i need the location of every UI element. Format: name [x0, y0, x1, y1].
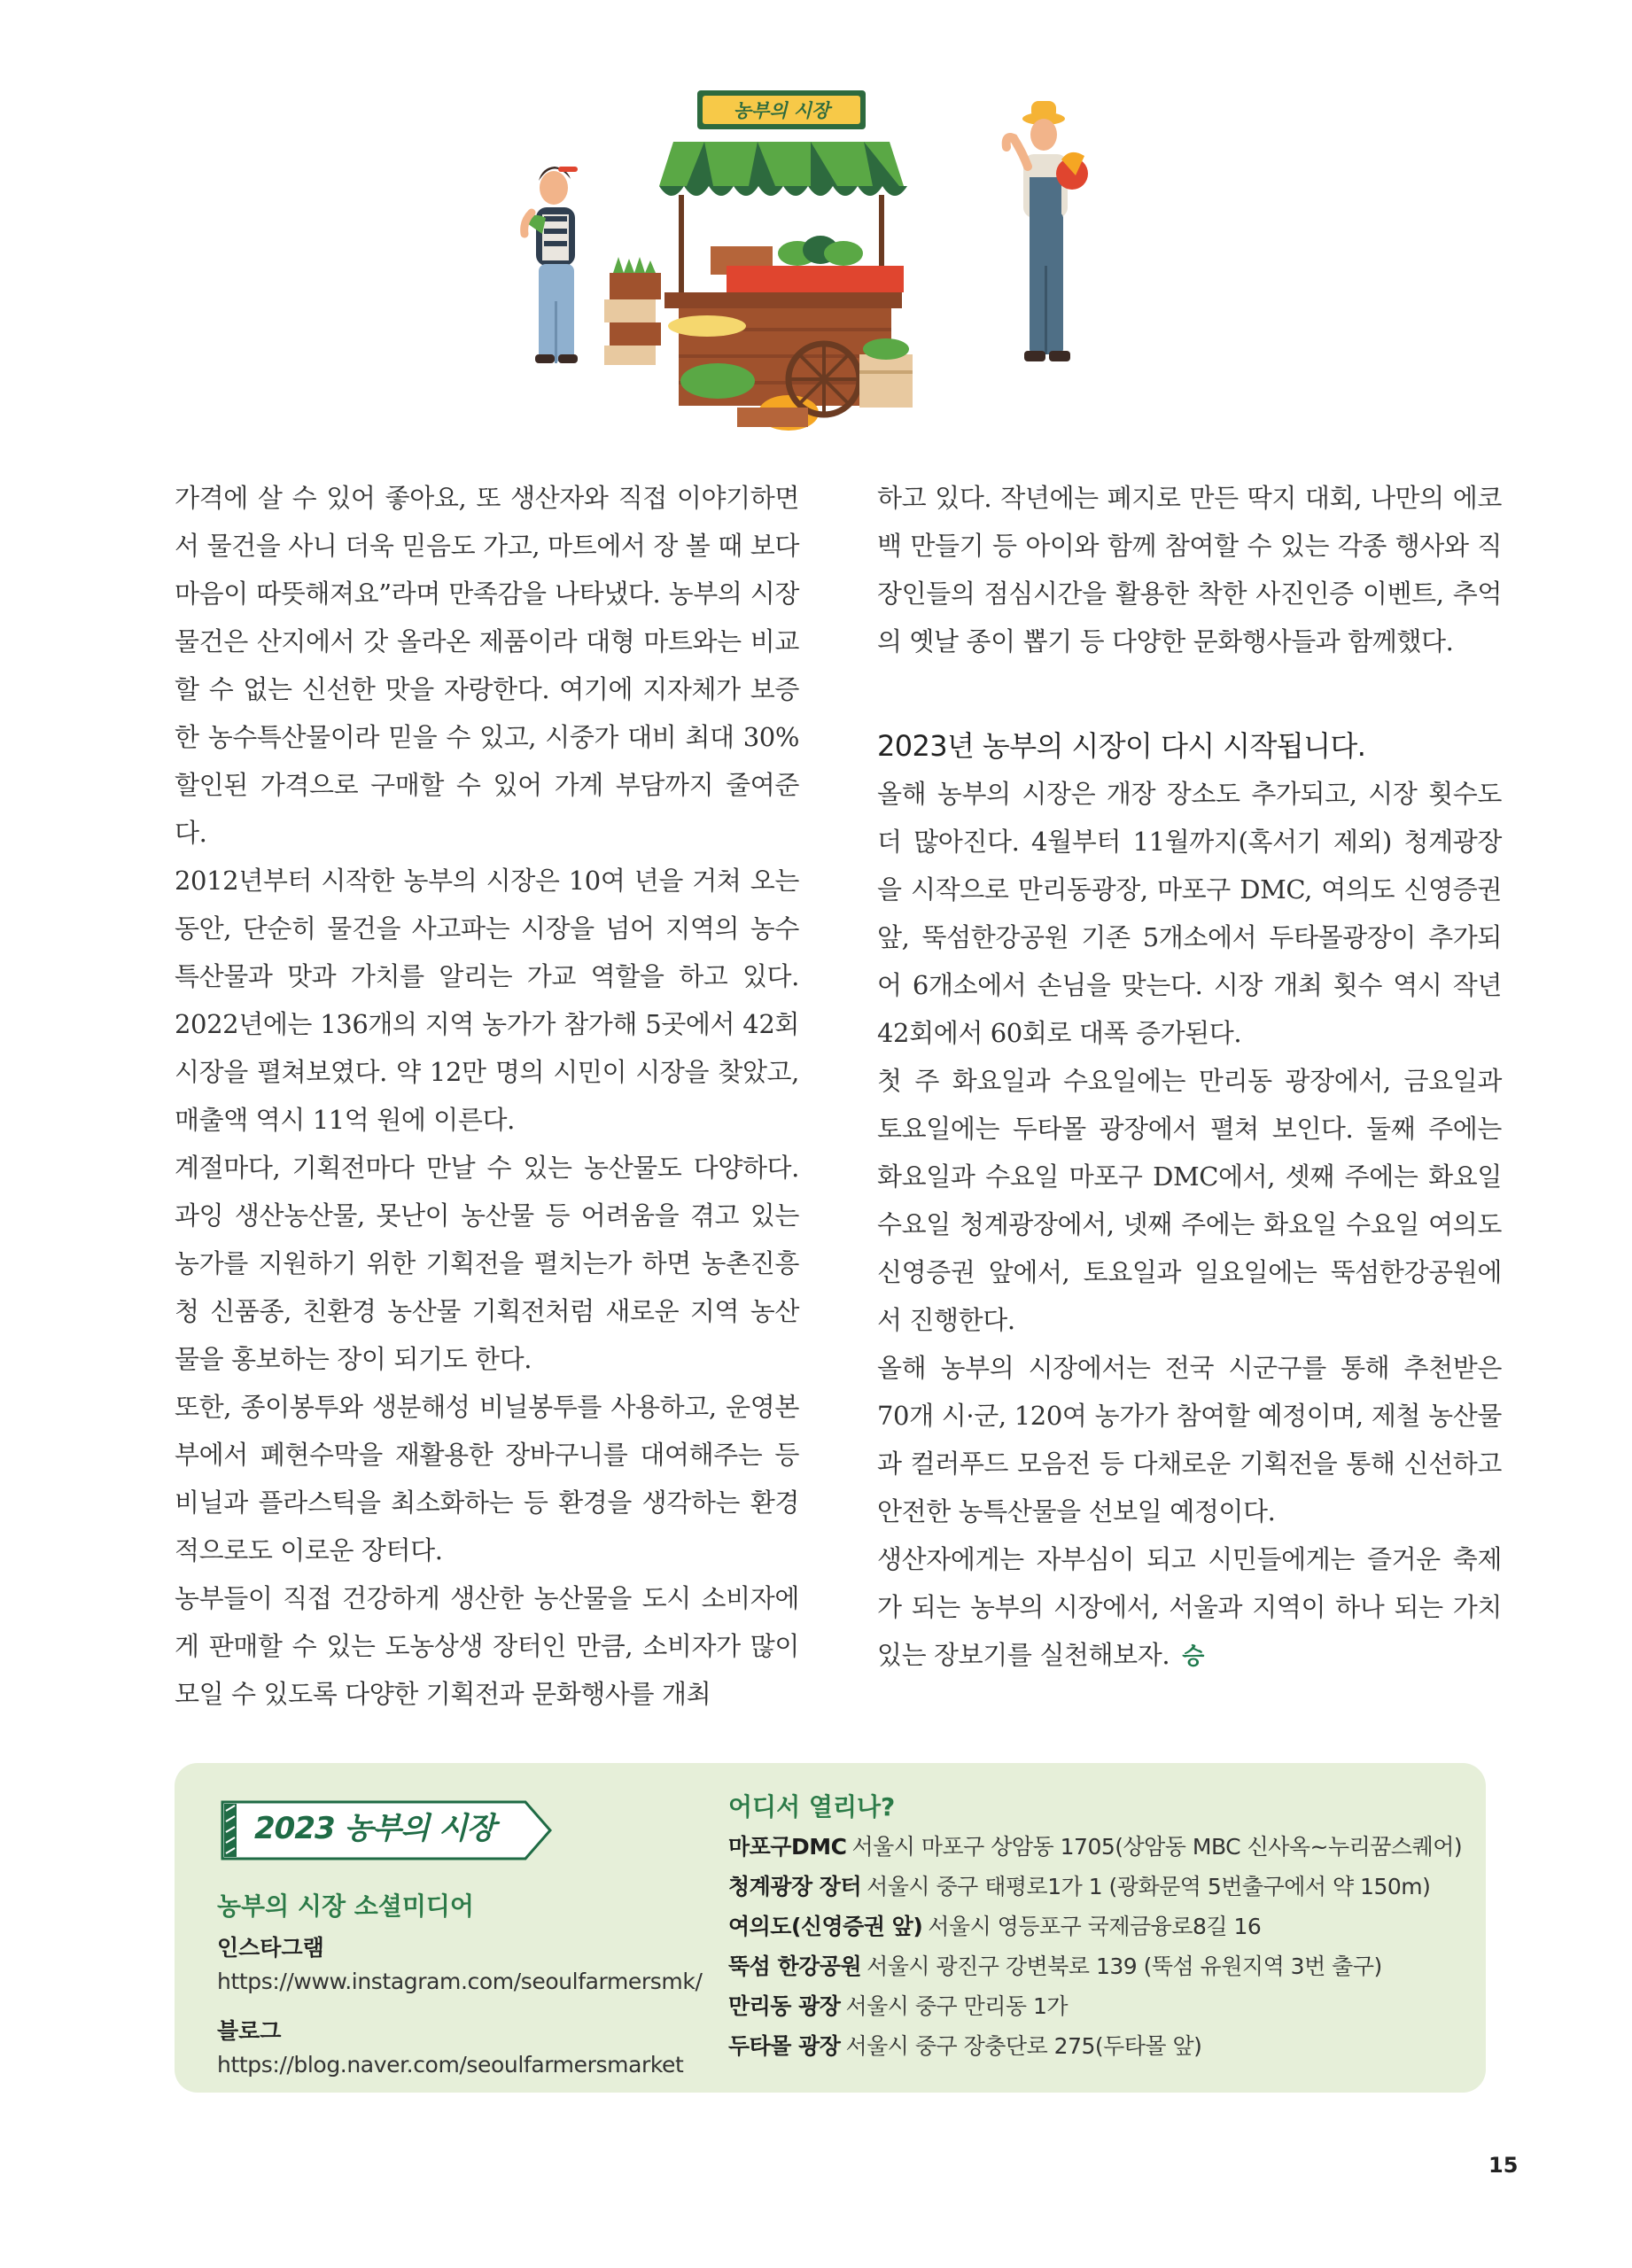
location-name: 두타몰 광장	[728, 2033, 841, 2059]
farmers-market-illustration	[505, 89, 1143, 443]
right-intro-paragraph: 하고 있다. 작년에는 폐지로 만든 딱지 대회, 나만의 에코백 만들기 등 아이와 함께 참여할 수 있는 각종 행사와 직장인들의 점심시간을 활용한 착한 사진인증 이벤트, 추억의 옛날 종이 뽑기 등 다양한 문화행사들과 함께했다.	[877, 483, 1502, 656]
blog-link[interactable]: https://blog.naver.com/seoulfarmersmarket	[217, 2052, 684, 2078]
left-paragraph-1: 가격에 살 수 있어 좋아요, 또 생산자와 직접 이야기하면서 물건을 사니 더욱 믿음도 가고, 마트에서 장 볼 때 보다 마음이 따뜻해져요”라며 만족감을 나타냈다. 농부의 시장 물건은 산지에서 갓 올라온 제품이라 대형 마트와는 비교할 수 없는 신선한 맛을 자랑한다. 여기에 지자체가 보증한 농수특산물이라 믿을 수 있고, 시중가 대비 최대 30% 할인된 가격으로 구매할 수 있어 가계 부담까지 줄여준다.	[175, 483, 799, 848]
stall-body	[664, 236, 913, 431]
right-paragraph-2: 첫 주 화요일과 수요일에는 만리동 광장에서, 금요일과 토요일에는 두타몰 광장에서 펼쳐 보인다. 둘째 주에는 화요일과 수요일 마포구 DMC에서, 셋째 주에는 화요일 수요일 청계광장에서, 넷째 주에는 화요일 수요일 여의도 신영증권 앞에서, 토요일과 일요일에는 뚝섬한강공원에서 진행한다.	[877, 1066, 1502, 1335]
social-heading: 농부의 시장 소셜미디어	[217, 1891, 474, 1921]
page-number: 15	[1488, 2153, 1519, 2178]
blog-label: 블로그	[217, 2018, 282, 2044]
instagram-label: 인스타그램	[217, 1935, 324, 1961]
location-name: 마포구DMC	[728, 1834, 847, 1860]
info-box	[175, 1763, 1486, 2093]
location-name: 만리동 광장	[728, 1993, 841, 2019]
location-name: 청계광장 장터	[728, 1874, 862, 1899]
location-address: 서울시 중구 만리동 1가	[845, 1993, 1069, 2019]
location-row	[728, 1867, 1473, 1907]
right-closing-paragraph	[877, 1535, 1502, 1681]
sign-text: 농부의 시장	[733, 100, 830, 121]
location-row	[728, 1907, 1473, 1946]
left-paragraph-3: 계절마다, 기획전마다 만날 수 있는 농산물도 다양하다. 과잉 생산농산물, 못난이 농산물 등 어려움을 겪고 있는 농가를 지원하기 위한 기획전을 펼치는가 하면 농촌진흥청 신품종, 친환경 농산물 기획전처럼 새로운 지역 농산물을 홍보하는 장이 되기도 한다.	[175, 1153, 799, 1374]
instagram-link[interactable]: https://www.instagram.com/seoulfarmersmk/	[217, 1969, 703, 1994]
location-name: 뚝섬 한강공원	[728, 1953, 862, 1979]
crate-stack	[604, 257, 661, 365]
woman-farmer-figure	[525, 167, 578, 363]
section-heading: 2023년 농부의 시장이 다시 시작됩니다.	[877, 729, 1366, 763]
location-address: 서울시 영등포구 국제금융로8길 16	[928, 1914, 1262, 1939]
left-column	[175, 474, 799, 1718]
location-row	[728, 1946, 1473, 1986]
location-row	[728, 2026, 1473, 2066]
right-paragraph-3: 올해 농부의 시장에서는 전국 시군구를 통해 추천받은 70개 시·군, 120여 농가가 참여할 예정이며, 제철 농산물과 컬러푸드 모음전 등 다채로운 기획전을 통해 신선하고 안전한 농특산물을 선보일 예정이다.	[877, 1353, 1502, 1526]
right-column	[877, 474, 1502, 1681]
left-paragraph-5: 농부들이 직접 건강하게 생산한 농산물을 도시 소비자에게 판매할 수 있는 도농상생 장터인 만큼, 소비자가 많이 모일 수 있도록 다양한 기획전과 문화행사를 개최	[175, 1583, 799, 1709]
paragraph-spacer	[877, 665, 1502, 713]
location-row	[728, 1986, 1473, 2026]
right-paragraph-1: 올해 농부의 시장은 개장 장소도 추가되고, 시장 횟수도 더 많아진다. 4월부터 11월까지(혹서기 제외) 청계광장을 시작으로 만리동광장, 마포구 DMC, 여의도 신영증권 앞, 뚝섬한강공원 기존 5개소에서 두타몰광장이 추가되어 6개소에서 손님을 맞는다. 시장 개최 횟수 역시 작년 42회에서 60회로 대폭 증가된다.	[877, 779, 1502, 1048]
end-mark: 승	[1182, 1643, 1204, 1670]
location-address: 서울시 마포구 상암동 1705(상암동 MBC 신사옥~누리꿈스퀘어)	[851, 1834, 1463, 1860]
location-address: 서울시 광진구 강변북로 139 (뚝섬 유원지역 3번 출구)	[867, 1953, 1382, 1979]
closing-text: 생산자에게는 자부심이 되고 시민들에게는 즐거운 축제가 되는 농부의 시장에서, 서울과 지역이 하나 되는 가치 있는 장보기를 실천해보자.	[877, 1544, 1502, 1670]
location-address: 서울시 중구 태평로1가 1 (광화문역 5번출구에서 약 150m)	[867, 1874, 1431, 1899]
box-title-banner	[219, 1798, 556, 1862]
left-paragraph-2: 2012년부터 시작한 농부의 시장은 10여 년을 거쳐 오는 동안, 단순히 물건을 사고파는 시장을 넘어 지역의 농수특산물과 맛과 가치를 알리는 가교 역할을 하고 있다. 2022년에는 136개의 지역 농가가 참가해 5곳에서 42회 시장을 펼쳐보였다. 약 12만 명의 시민이 시장을 찾았고, 매출액 역시 11억 원에 이른다.	[175, 866, 799, 1135]
where-heading: 어디서 열리나?	[728, 1792, 896, 1821]
social-media-section	[217, 1887, 713, 2098]
box-title: 2023 농부의 시장	[254, 1811, 495, 1846]
location-name: 여의도(신영증권 앞)	[728, 1914, 923, 1939]
location-address: 서울시 중구 장충단로 275(두타몰 앞)	[845, 2033, 1202, 2059]
man-farmer-figure	[1006, 101, 1088, 361]
left-paragraph-4: 또한, 종이봉투와 생분해성 비닐봉투를 사용하고, 운영본부에서 폐현수막을 재활용한 장바구니를 대여해주는 등 비닐과 플라스틱을 최소화하는 등 환경을 생각하는 환경적으로도 이로운 장터다.	[175, 1392, 799, 1565]
location-row	[728, 1827, 1473, 1867]
locations-section	[728, 1788, 1473, 2066]
